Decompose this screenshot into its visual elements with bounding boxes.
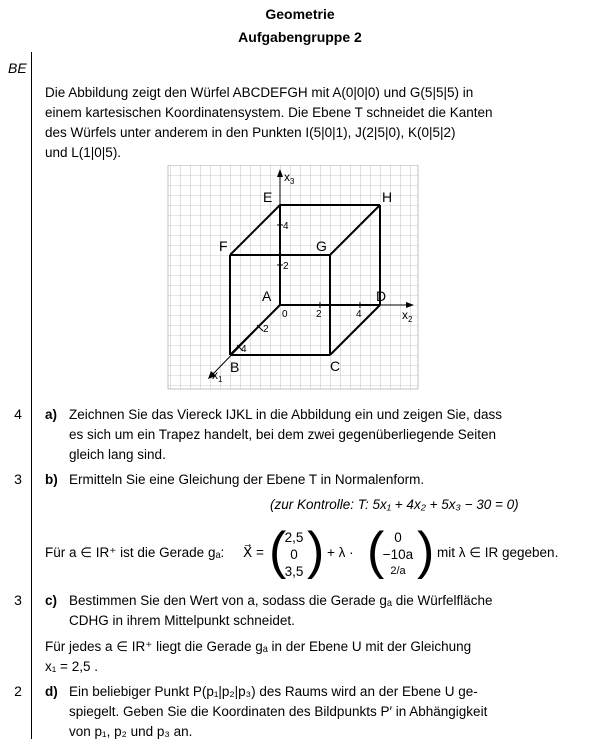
task-line: Zeichnen Sie das Viereck IJKL in die Abbildung ein und zeigen Sie, dass	[69, 407, 503, 422]
task-label: a)	[45, 407, 58, 422]
task-line: Bestimmen Sie den Wert von a, sodass die Gerade gₐ die Würfelfläche	[69, 593, 493, 608]
line-eq-xvec: X⃗ =	[243, 545, 264, 560]
axis-label-x3: $x_3$	[284, 170, 295, 186]
task-c	[45, 591, 585, 631]
points-a: 4	[14, 406, 22, 422]
task-label: b)	[45, 472, 58, 487]
axis-label-x1: $x_1$	[212, 368, 223, 384]
page-subtitle: Aufgabengruppe 2	[238, 29, 362, 45]
label-G: G	[316, 238, 327, 254]
task-line: es sich um ein Trapez handelt, bei dem zwei gegenüberliegende Seiten	[69, 427, 497, 442]
points-d: 2	[14, 683, 22, 699]
task-label: c)	[45, 593, 58, 608]
intro-paragraph	[45, 83, 585, 163]
tick-x1-4: 4	[241, 344, 247, 355]
task-line: CDHG in ihrem Mittelpunkt schneidet.	[69, 613, 295, 628]
label-B: B	[230, 359, 240, 375]
task-line: Ein beliebiger Punkt P(p₁|p₂|p₃) des Raums wird an der Ebene U ge-	[69, 684, 478, 699]
label-F: F	[219, 238, 228, 254]
control-equation: (zur Kontrolle: T: 5x₁ + 4x₂ + 5x₃ − 30 = 0)	[270, 497, 519, 512]
intro-line: und L(1|0|5).	[45, 145, 122, 160]
task-a	[45, 405, 585, 465]
task-label: d)	[45, 684, 58, 699]
tick-x3-4: 4	[283, 221, 289, 232]
cube-figure	[150, 165, 430, 397]
line-eq-prefix: Für a ∈ IR⁺ ist die Gerade gₐ:	[45, 545, 225, 560]
axis-label-x2: $x_2$	[402, 308, 413, 324]
line-eq-suffix: mit λ ∈ IR gegeben.	[437, 545, 559, 560]
task-line: Ermitteln Sie eine Gleichung der Ebene T in Normalenform.	[69, 472, 425, 487]
points-column-divider	[31, 52, 32, 739]
task-b	[45, 470, 585, 490]
support-vector: 2,5 0 3,5	[284, 530, 304, 579]
label-H: H	[382, 189, 393, 205]
tick-x1-2: 2	[263, 324, 269, 335]
label-D: D	[376, 288, 387, 304]
points-c: 3	[14, 592, 22, 608]
task-line: spiegelt. Geben Sie die Koordinaten des Bildpunkts P′ in Abhängigkeit	[69, 704, 488, 719]
page-title: Geometrie	[265, 6, 335, 22]
intro-line: des Würfels unter anderem in den Punkten I(5|0|1), J(2|5|0), K(0|5|2)	[45, 125, 456, 140]
label-C: C	[330, 358, 341, 374]
plane-u-text: Für jedes a ∈ IR⁺ liegt die Gerade gₐ in der Ebene U mit der Gleichung x₁ = 2,5 .	[45, 639, 472, 674]
label-E: E	[263, 189, 273, 205]
direction-vector: 0 −10a 2/a	[382, 530, 414, 577]
tick-origin: 0	[282, 309, 288, 320]
task-line: von p₁, p₂ und p₃ an.	[69, 724, 193, 739]
intro-line: einem kartesischen Koordinatensystem. Die Ebene T schneidet die Kanten	[45, 105, 493, 120]
task-line: gleich lang sind.	[69, 447, 166, 462]
tick-x2-2: 2	[316, 309, 322, 320]
tick-x2-4: 4	[356, 309, 362, 320]
be-column-label: BE	[8, 60, 27, 76]
points-b: 3	[14, 471, 22, 487]
label-A: A	[262, 288, 272, 304]
intro-line: Die Abbildung zeigt den Würfel ABCDEFGH mit A(0|0|0) und G(5|5|5) in	[45, 85, 474, 100]
line-eq-plus: + λ ·	[327, 545, 354, 560]
line-equation: Für a ∈ IR⁺ ist die Gerade gₐ: X⃗ = ( 2,5 0 3,5 ) + λ · ( 0 −10a 2/a ) mit λ ∈ IR gegeben.	[45, 522, 559, 580]
task-d	[45, 682, 585, 739]
tick-x3-2: 2	[283, 261, 289, 272]
